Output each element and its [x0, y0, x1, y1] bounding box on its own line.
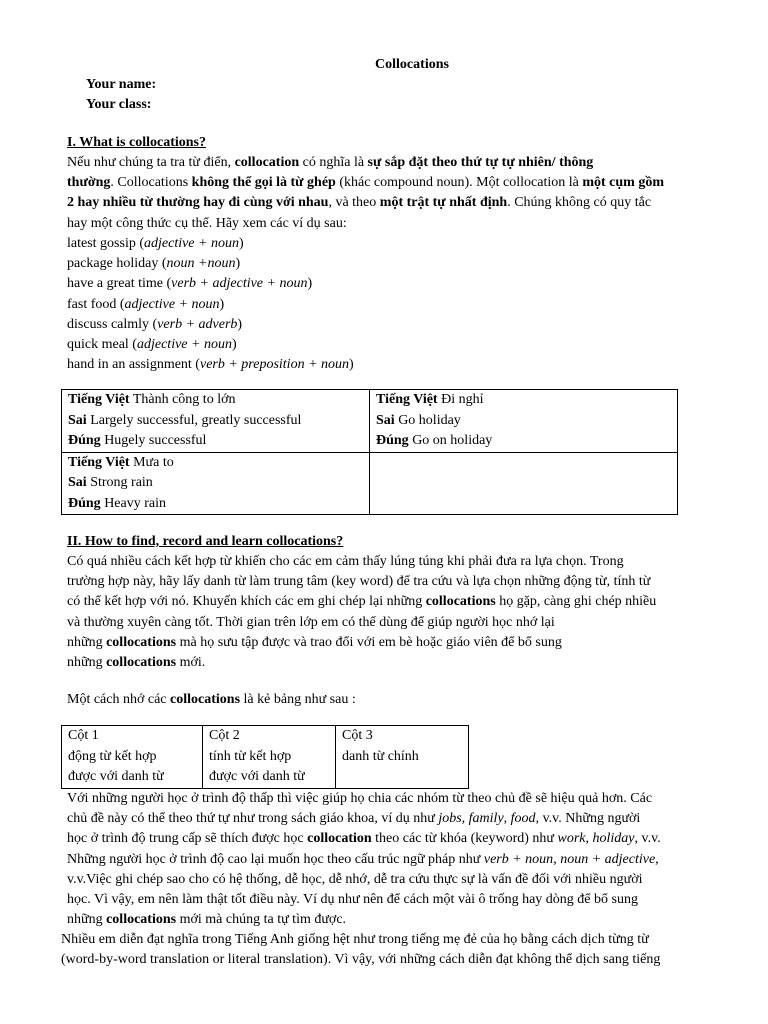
list-item: discuss calmly (verb + adverb)	[67, 316, 243, 332]
column-1-cell: Cột 1 động từ kết hợp được với danh từ	[62, 726, 203, 789]
table-cell: Tiếng Việt Mưa to Sai Strong rain Đúng Heavy rain	[62, 452, 370, 515]
section-2-para-3: Với những người học ở trình độ thấp thì việc giúp họ chia các nhóm từ theo chủ đề sẽ hiệu quả hơn. Các chủ đề này có thể theo thứ tự như trong sách giáo khoa, ví dụ như jobs, family, food, v.v. Những người học ở trình độ trung cấp sẽ thích được học collocation theo các từ khóa (keyword) như work, holiday, v.v. Những người học ở trình độ cao lại muốn học theo cấu trúc ngữ pháp như verb + noun, noun + adjective, v.v.Việc ghi chép sao cho có hệ thống, dễ học, dễ nhớ, dễ tra cứu thực sự là vấn đề đối với nhiều người học. Vì vậy, em nên làm thật tốt điều này. Ví dụ như nên để cách một vài ô trống hay dòng để bổ sung những collocations mới mà chúng ta tự tìm được.	[67, 791, 661, 928]
list-item: package holiday (noun +noun)	[67, 256, 241, 272]
section-1-heading: I. What is collocations?	[67, 135, 206, 150]
section-2-para-4: Nhiều em diễn đạt nghĩa trong Tiếng Anh giống hệt như trong tiếng mẹ đẻ của họ bằng cách dịch từng từ (word-by-word translation or literal translation). Vì vậy, với những cách diễn đạt không thể dịch sang tiếng	[61, 932, 661, 968]
list-item: quick meal (adjective + noun)	[67, 337, 237, 353]
list-item: fast food (adjective + noun)	[67, 296, 225, 312]
list-item: latest gossip (adjective + noun)	[67, 236, 244, 251]
your-name-label: Your name:	[86, 77, 157, 92]
columns-table	[61, 725, 469, 789]
section-2-heading: II. How to find, record and learn collocations?	[67, 534, 344, 549]
section-2-para-1: Có quá nhiều cách kết hợp từ khiến cho các em cảm thấy lúng túng khi phải đưa ra lựa chọn. Trong trường hợp này, hãy lấy danh từ làm trung tâm (key word) để tra cứu và lựa chọn những động từ, tính từ có thể kết hợp với nó. Khuyến khích các em ghi chép lại những collocations họ gặp, càng ghi chép nhiều và thường xuyên càng tốt. Thời gian trên lớp em có thể dùng để giúp người học nhớ lại những collocations mà họ sưu tập được và trao đổi với em bè hoặc giáo viên để bổ sung những collocations mới.	[67, 554, 657, 671]
your-class-label: Your class:	[86, 97, 152, 112]
examples-list	[67, 234, 737, 375]
correct-wrong-table	[61, 389, 678, 515]
table-cell: Tiếng Việt Đi nghỉ Sai Go holiday Đúng Go on holiday	[370, 390, 678, 453]
list-item: hand in an assignment (verb + preposition + noun)	[67, 357, 354, 373]
table-cell: Tiếng Việt Thành công to lớn Sai Largely successful, greatly successful Đúng Hugely successful	[62, 390, 370, 453]
section-1-intro: Nếu như chúng ta tra từ điển, collocation có nghĩa là sự sắp đặt theo thứ tự tự nhiên/ thông thường. Collocations không thể gọi là từ ghép (khác compound noun). Một collocation là một cụm gồm 2 hay nhiều từ thường hay đi cùng với nhau, và theo một trật tự nhất định. Chúng không có quy tắc hay một công thức cụ thể. Hãy xem các ví dụ sau:	[67, 155, 664, 231]
table-cell-empty	[370, 452, 678, 515]
column-2-cell: Cột 2 tính từ kết hợp được với danh từ	[203, 726, 336, 789]
list-item: have a great time (verb + adjective + noun)	[67, 276, 313, 292]
document-title: Collocations	[375, 57, 449, 72]
column-3-cell: Cột 3 danh từ chính	[336, 726, 469, 789]
section-2-para-2: Một cách nhớ các collocations là kẻ bảng như sau :	[67, 692, 356, 707]
